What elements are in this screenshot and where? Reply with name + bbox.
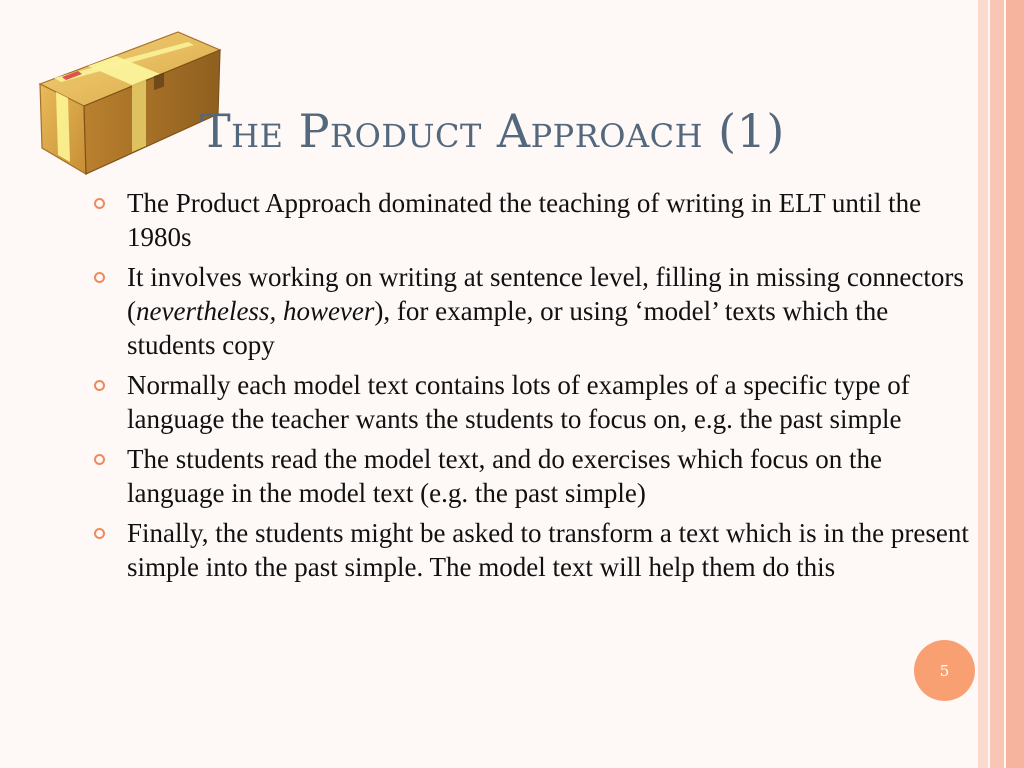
bullet-item <box>92 516 977 584</box>
page-number-badge <box>914 640 975 701</box>
bullet-item <box>92 260 977 362</box>
bullet-item <box>92 186 977 254</box>
bullet-text-segment: Finally, the students might be asked to transform a text which is in the present simple into the past simple. The model text will help them do this <box>127 518 969 582</box>
bullet-item <box>92 368 977 436</box>
bullet-text <box>127 444 882 508</box>
ring-bullet-icon <box>94 198 105 209</box>
decorative-stripe <box>990 0 1004 768</box>
bullet-text <box>127 370 910 434</box>
decorative-stripe <box>978 0 988 768</box>
bullet-text <box>127 188 921 252</box>
ring-bullet-icon <box>94 454 105 465</box>
page-number: 5 <box>939 661 950 680</box>
bullet-text-italic: nevertheless, however <box>136 296 375 326</box>
cardboard-package-icon <box>28 14 228 184</box>
bullet-text-segment: The students read the model text, and do exercises which focus on the language in the model text (e.g. the past simple) <box>127 444 883 508</box>
ring-bullet-icon <box>94 380 105 391</box>
bullet-text-segment: It involves working on writing at sentence level, filling in missing connectors ( <box>127 262 964 326</box>
bullet-text-segment: ), for example, or using ‘model’ texts which the students copy <box>127 296 889 360</box>
bullet-text-segment: The Product Approach dominated the teaching of writing in ELT until the 1980s <box>127 188 922 252</box>
bullet-item <box>92 442 977 510</box>
ring-bullet-icon <box>94 528 105 539</box>
decorative-stripe <box>1006 0 1024 768</box>
ring-bullet-icon <box>94 272 105 283</box>
bullet-text-segment: Normally each model text contains lots of examples of a specific type of language the teacher wants the students to focus on, e.g. the past simple <box>127 370 910 434</box>
bullet-text <box>127 518 969 582</box>
bullet-list <box>92 186 977 590</box>
slide-title: The Product Approach (1) <box>200 104 785 158</box>
bullet-text <box>127 262 964 360</box>
